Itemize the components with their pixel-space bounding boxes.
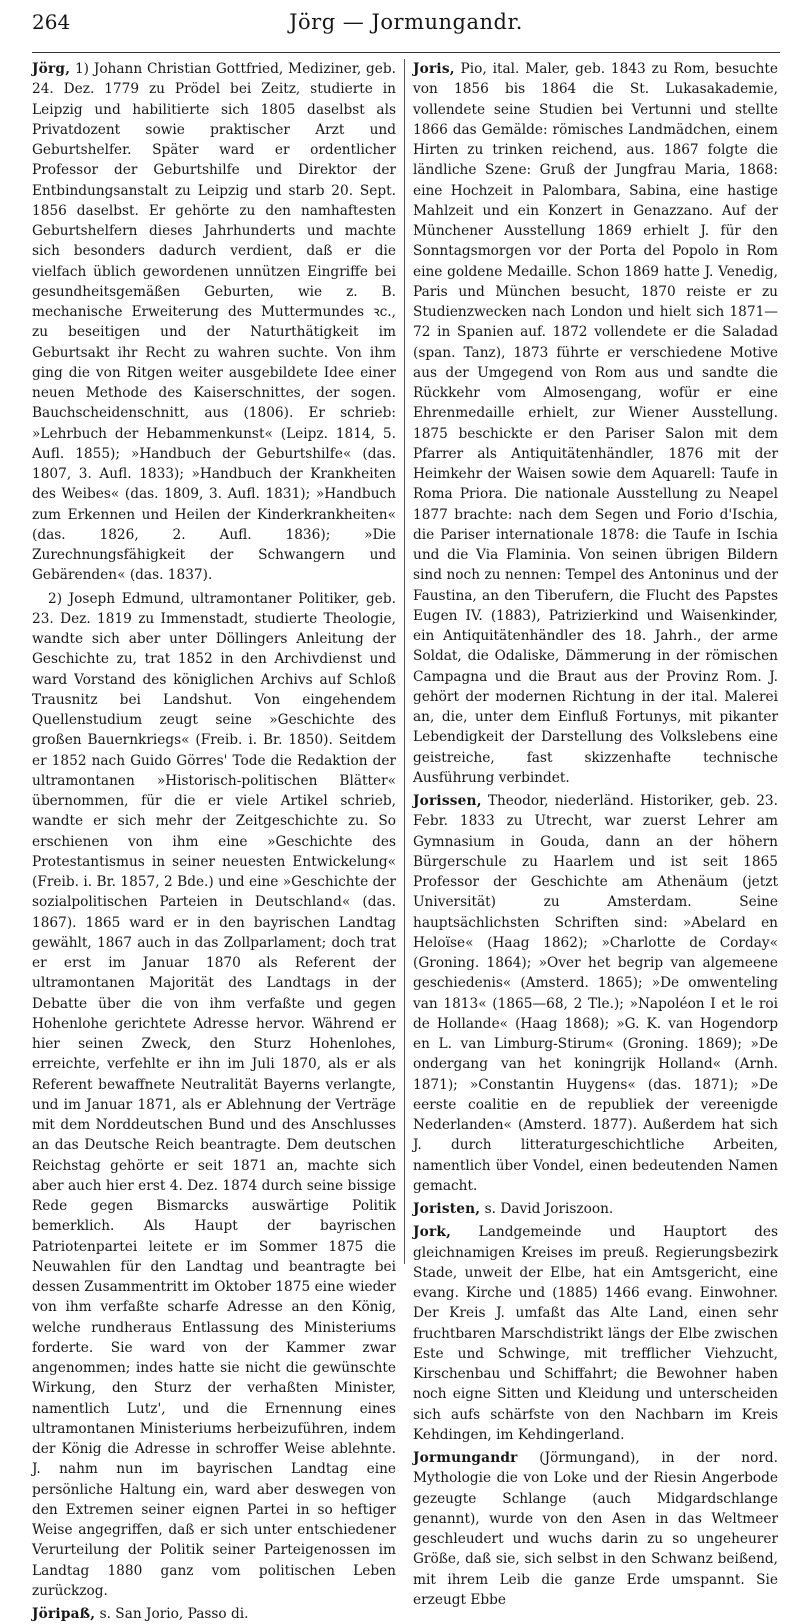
left-column	[32, 59, 405, 1622]
entry-joeripass	[32, 1604, 396, 1624]
text-columns	[32, 59, 780, 1622]
entry-lemma: Jormungandr	[413, 1450, 518, 1466]
entry-jorissen	[413, 791, 778, 1196]
running-head: Jörg — Jormungandr.	[289, 10, 523, 34]
entry-text: s. David Joriszoon.	[480, 1201, 614, 1217]
entry-text: Pio, ital. Maler, geb. 1843 zu Rom, besuchte von 1856 bis 1864 die St. Lukasakademie, vollendete seine Studien bei Vertunni und stellte 1866 das Gemälde: römisches Landmädchen, einem Hirten zu trinken reichend, aus. 1867 folgte die ländliche Szene: Gruß der Jungfrau Maria, 1868: eine Hochzeit in Palombara, Sabina, eine hastige Mahlzeit und ein Konzert in Genazzano. Auf der Münchener Ausstellung 1869 erhielt J. für den Sonntagsmorgen vor der Porta del Popolo in Rom eine goldene Medaille. Schon 1869 hatte J. Venedig, Paris und München besucht, 1870 reiste er zu Studienzwecken nach London und hielt sich 1871—72 in Spanien auf. 1872 vollendete er die Saladad (span. Tanz), 1873 führte er verschiedene Motive aus der Umgegend von Rom aus und sandte die Rückkehr vom Almosengang, wofür er eine Ehrenmedaille erhielt, zur Wiener Ausstellung. 1875 beschickte er den Pariser Salon mit dem Pfarrer als Antiquitätenhändler, 1876 mit der Heimkehr der Waisen sowie dem Aquarell: Taufe in Roma Priora. Die nationale Ausstellung zu Neapel 1877 brachte: nach dem Segen und Forio d'Ischia, die Pariser internationale 1878: die Taufe in Ischia und die Via Flaminia. Von seinen übrigen Bildern sind noch zu nennen: Tempel des Antoninus und der Faustina, an den Tiberufern, die Flucht des Papstes Eugen IV. (1883), Patrizierkind und Waisenkinder, ein Antiquitätenhändler des 18. Jahrh., der arme Soldat, die Odaliske, Dämmerung in der römischen Campagna und die Braut aus der Provinz Rom. J. gehört der modernen Richtung in der ital. Malerei an, die, unter dem Einfluß Fortunys, mit pikanter Lebendigkeit der Darstellung des Volkslebens eine geistreiche, fast skizzenhafte technische Ausführung verbindet.	[413, 61, 778, 786]
entry-lemma: Joristen,	[413, 1201, 481, 1217]
entry-text: (Jörmungand), in der nord. Mythologie die von Loke und der Riesin Angerbode gezeugte Schlange (auch Midgardschlange genannt), wurde von den Asen in das Weltmeer geschleudert und wuchs darin zu so ungeheurer Größe, daß sie, sich selbst in den Schwanz beißend, mit ihrem Leib die ganze Erde umspannt. Sie erzeugt Ebbe	[413, 1450, 778, 1608]
entry-lemma: Jöripaß,	[32, 1606, 96, 1622]
entry-lemma: Jorissen,	[413, 793, 482, 809]
entry-text: 2) Joseph Edmund, ultramontaner Politiker, geb. 23. Dez. 1819 zu Immenstadt, studierte Theologie, wandte sich aber unter Döllingers Anleitung der Geschichte zu, trat 1852 in den Archivdienst und ward Vorstand des königlichen Archivs auf Schloß Trausnitz bei Landshut. Von eingehendem Quellenstudium zeugt seine »Geschichte des großen Bauernkriegs« (Freib. i. Br. 1850). Seitdem er 1852 nach Guido Görres' Tode die Redaktion der ultramontanen »Historisch-politischen Blätter« übernommen, für die er viele Artikel schrieb, wandte er sich mehr der Zeitgeschichte zu. So erschienen von ihm eine »Geschichte des Protestantismus in seiner neuesten Entwickelung« (Freib. i. Br. 1857, 2 Bde.) und eine »Geschichte der sozialpolitischen Parteien in Deutschland« (das. 1867). 1865 ward er in den bayrischen Landtag gewählt, 1867 auch in das Zollparlament; doch trat er erst im Januar 1870 als Referent der ultramontanen Majorität des Landtags in der Debatte über die von ihm verfaßte und gegen Hohenlohe gerichtete Adresse hervor. Während er hier seinen Zweck, den Sturz Hohenlohes, erreichte, verfehlte er ihn im Juli 1870, als er als Referent bewaffnete Neutralität Bayerns verlangte, und im Januar 1871, als er Ablehnung der Verträge mit dem Norddeutschen Bund und des Anschlusses an das Deutsche Reich beantragte. Dem deutschen Reichstag gehörte er seit 1871 an, machte sich aber auch hier erst 4. Dez. 1874 durch seine bissige Rede gegen Bismarcks auswärtige Politik bemerklich. Als Haupt der bayrischen Patriotenpartei leitete er im Sommer 1875 die Neuwahlen für den Landtag und beantragte bei dessen Zusammentritt im Oktober 1875 eine wieder von ihm verfaßte scharfe Adresse an den König, welche rundheraus Entlassung des Ministeriums forderte. Sie ward von der Kammer zwar angenommen; indes hatte sie nicht die gewünschte Wirkung, den Sturz der verhaßten Minister, namentlich Lutz', und die Ernennung eines ultramontanen Ministeriums herbeizuführen, indem der König die Adresse in schroffer Weise ablehnte. J. nahm nun im bayrischen Landtag eine persönliche Haltung ein, ward aber deswegen von den Extremen seiner eignen Partei in so heftiger Weise angegriffen, daß er sich unter entschiedener Verurteilung der Politik seiner Parteigenossen im Landtag 1880 ganz vom politischen Leben zurückzog.	[32, 590, 396, 1599]
entry-text: Landgemeinde und Hauptort des gleichnamigen Kreises im preuß. Regierungsbezirk Stade, unweit der Elbe, hat ein Amtsgericht, eine evang. Kirche und (1885) 1466 evang. Einwohner. Der Kreis J. umfaßt das Alte Land, einen sehr fruchtbaren Marschdistrikt längs der Elbe zwischen Este und Schwinge, mit trefflicher Viehzucht, Kirschenbau und Schiffahrt; die Bewohner haben noch eigne Sitten und Kleidung und unterscheiden sich aufs schärfste von den Nachbarn im Kreis Kehdingen, im Kehdingerland.	[413, 1224, 778, 1443]
entry-text: 1) Johann Christian Gottfried, Mediziner, geb. 24. Dez. 1779 zu Prödel bei Zeitz, studierte in Leipzig und habilitierte sich 1805 daselbst als Privatdozent sowie praktischer Arzt und Geburtshelfer. Später ward er ordentlicher Professor der Geburtshilfe und Direktor der Entbindungsanstalt zu Leipzig und starb 20. Sept. 1856 daselbst. Er gehörte zu den namhaftesten Geburtshelfern dieses Jahrhunderts und machte sich besonders dadurch verdient, daß er die vielfach üblich gewordenen unnützen Eingriffe bei gesundheitsgemäßen Geburten, wie z. B. mechanische Erweiterung des Muttermundes ꝛc., zu beseitigen und der Naturthätigkeit im Geburtsakt ihr Recht zu wahren suchte. Von ihm ging die von Ritgen weiter ausgebildete Idee einer neuen Methode des Kaiserschnittes, der sogen. Bauchscheidenschnitt, aus (1806). Er schrieb: »Lehrbuch der Hebammenkunst« (Leipz. 1814, 5. Aufl. 1855); »Handbuch der Geburtshilfe« (das. 1807, 3. Aufl. 1833); »Handbuch der Krankheiten des Weibes« (das. 1809, 3. Aufl. 1831); »Handbuch zum Erkennen und Heilen der Kinderkrankheiten« (das. 1826, 2. Aufl. 1836); »Die Zurechnungsfähigkeit der Schwangern und Gebärenden« (das. 1837).	[32, 61, 396, 584]
entry-lemma: Jörg,	[32, 61, 71, 77]
entry-text: s. San Jorio, Passo di.	[95, 1606, 249, 1622]
entry-jork	[413, 1222, 778, 1445]
entry-text: Theodor, niederländ. Historiker, geb. 23. Febr. 1833 zu Utrecht, war zuerst Lehrer am Gymnasium in Gouda, dann an der höhern Bürgerschule zu Haarlem und ist seit 1865 Professor der Geschichte am Athenäum (jetzt Universität) zu Amsterdam. Seine hauptsächlichsten Schriften sind: »Abelard en Heloïse« (Haag 1862); »Charlotte de Corday« (Groning. 1864); »Over het begrip van algemeene geschiedenis« (Amsterd. 1865); »De omwenteling van 1813« (1865—68, 2 Tle.); »Napoléon I et le roi de Hollande« (Haag 1868); »G. K. van Hogendorp en L. van Limburg-Stirum« (Groning. 1869); »De ondergang van het koningrijk Holland« (Arnh. 1871); »Constantin Huygens« (das. 1871); »De eerste coalitie en de republiek der vereenigde Nederlanden« (Amsterd. 1877). Außerdem hat sich J. durch litteraturgeschichtliche Arbeiten, namentlich über Vondel, einen bedeutenden Namen gemacht.	[413, 793, 778, 1194]
right-column	[405, 59, 778, 1608]
page-number: 264	[32, 10, 71, 34]
entry-lemma: Jork,	[413, 1224, 452, 1241]
entry-lemma: Joris,	[413, 61, 455, 77]
entry-joerg	[32, 59, 396, 586]
entry-jormungandr	[413, 1448, 778, 1610]
entry-joris	[413, 59, 778, 788]
entry-joristen	[413, 1199, 778, 1219]
entry-joerg-2	[32, 589, 396, 1602]
page-header	[32, 10, 780, 53]
